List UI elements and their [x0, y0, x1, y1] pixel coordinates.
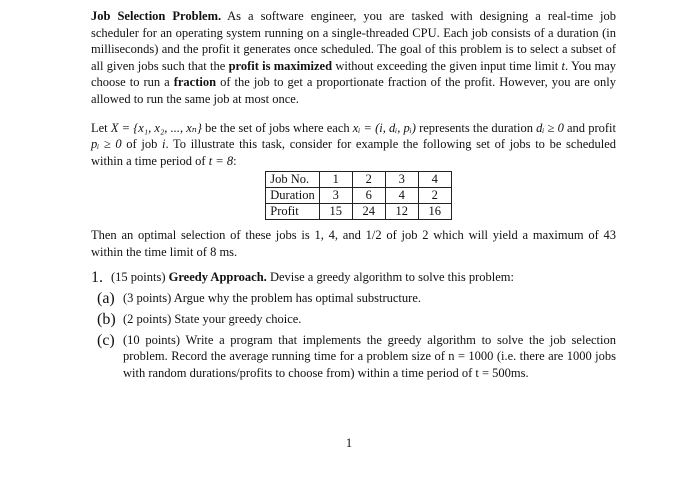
- table-cell: 16: [418, 204, 451, 220]
- subquestion-a: [97, 290, 616, 308]
- subquestion-label: (b): [97, 310, 116, 328]
- def-text-e: of job: [121, 137, 162, 152]
- table-cell: 2: [352, 172, 385, 188]
- intro-bold-profit: profit is maximized: [228, 58, 333, 73]
- jobs-table-wrapper: [91, 171, 616, 220]
- table-row: [266, 172, 451, 188]
- def-text-c: represents the duration: [415, 120, 537, 135]
- question-text: Devise a greedy algorithm to solve this problem:: [266, 269, 514, 284]
- intro-var-t: t: [561, 58, 566, 73]
- table-cell: 15: [319, 204, 352, 220]
- subquestion-text: (3 points) Argue why the problem has optimal substructure.: [123, 290, 421, 305]
- question-points: (15 points): [111, 269, 169, 284]
- math-var-i: i: [162, 137, 166, 152]
- subquestion-label: (c): [97, 331, 115, 349]
- table-cell: 2: [418, 188, 451, 204]
- subquestion-c: [97, 332, 616, 382]
- def-text-d: and profit: [563, 120, 616, 135]
- def-text-a: Let: [91, 120, 111, 135]
- row-header: Profit: [266, 204, 319, 220]
- table-cell: 12: [385, 204, 418, 220]
- math-tuple: xᵢ = (i, dᵢ, pᵢ): [352, 120, 416, 135]
- table-cell: 4: [418, 172, 451, 188]
- page-number: 1: [345, 436, 353, 450]
- subquestion-b: [97, 311, 616, 329]
- math-set: X = {x₁, x₂, ..., xₙ}: [110, 120, 202, 135]
- row-header: Job No.: [266, 172, 319, 188]
- question-heading: Greedy Approach.: [168, 269, 267, 284]
- table-cell: 4: [385, 188, 418, 204]
- math-profit: pᵢ ≥ 0: [91, 137, 122, 152]
- def-text-g: :: [233, 153, 237, 168]
- table-cell: 3: [385, 172, 418, 188]
- question-1-text: [111, 269, 514, 287]
- subquestion-label: (a): [97, 289, 115, 307]
- table-cell: 24: [352, 204, 385, 220]
- table-cell: 1: [319, 172, 352, 188]
- def-text-f: . To illustrate this task, consider for example the following set of jobs to be scheduled within a time period of: [91, 137, 617, 168]
- question-number: 1.: [91, 268, 103, 286]
- definition-paragraph: [91, 120, 616, 170]
- table-cell: 6: [352, 188, 385, 204]
- problem-title: Job Selection Problem.: [91, 9, 222, 23]
- table-row: [266, 188, 451, 204]
- subquestion-list: [91, 290, 616, 382]
- intro-text-c: . You may choose to run a: [91, 58, 616, 90]
- math-time-limit: t = 8: [208, 153, 234, 168]
- subquestion-text: (10 points) Write a program that implements the greedy algorithm to solve the job selection problem. Record the average running time for a problem size of n = 1000 (i.e. there are 1000 jobs with random durations/profits to choose from) within a time period of t = 500ms.: [123, 332, 616, 380]
- intro-text-a: As a software engineer, you are tasked with designing a real-time job scheduler for an operating system running on a single-threaded CPU. Each job consists of a duration (in milliseconds) and the profit it generates once scheduled. The goal of this problem is to select a subset of all given jobs such that the: [91, 9, 616, 73]
- table-cell: 3: [319, 188, 352, 204]
- intro-paragraph: [91, 8, 616, 108]
- intro-bold-fraction: fraction: [173, 75, 217, 90]
- intro-text-b: without exceeding the given input time limit: [332, 58, 562, 73]
- row-header: Duration: [266, 188, 319, 204]
- subquestion-text: (2 points) State your greedy choice.: [123, 311, 302, 326]
- example-solution-paragraph: Then an optimal selection of these jobs is 1, 4, and 1/2 of job 2 which will yield a maximum of 43 within the time limit of 8 ms.: [91, 228, 616, 259]
- question-1: [91, 269, 616, 287]
- table-row: [266, 204, 451, 220]
- intro-text-d: of the job to get a proportionate fraction of the profit. However, you are only allowed to run the same job at most once.: [91, 75, 616, 106]
- jobs-table: [265, 171, 451, 220]
- def-text-b: be the set of jobs where each: [201, 120, 353, 135]
- math-duration: dᵢ ≥ 0: [536, 120, 564, 135]
